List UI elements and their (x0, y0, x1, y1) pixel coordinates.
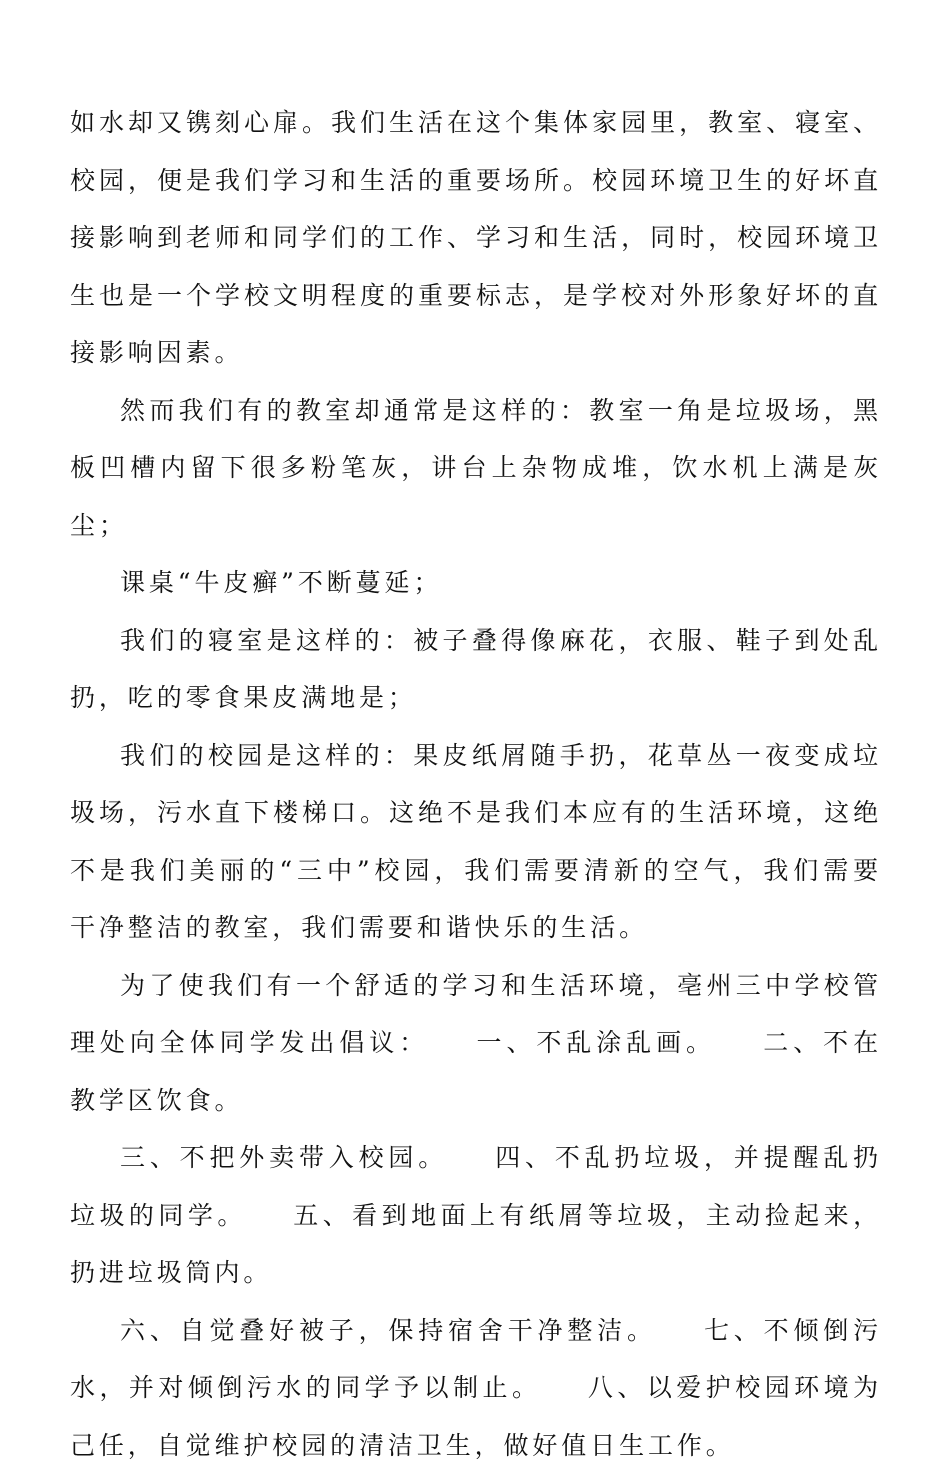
paragraph-proposal-items-a: 三、不把外卖带入校园。 四、不乱扔垃圾，并提醒乱扔垃圾的同学。 五、看到地面上有纸屑等垃圾，主动捡起来，扔进垃圾筒内。 (70, 1129, 882, 1302)
paragraph-campus: 我们的校园是这样的：果皮纸屑随手扔，花草丛一夜变成垃圾场，污水直下楼梯口。这绝不是我们本应有的生活环境，这绝不是我们美丽的“三中”校园，我们需要清新的空气，我们需要干净整洁的教室，我们需要和谐快乐的生活。 (70, 727, 882, 957)
document-body (70, 94, 882, 1474)
paragraph-continuation: 如水却又镌刻心扉。我们生活在这个集体家园里，教室、寝室、校园，便是我们学习和生活的重要场所。校园环境卫生的好坏直接影响到老师和同学们的工作、学习和生活，同时，校园环境卫生也是一个学校文明程度的重要标志，是学校对外形象好坏的直接影响因素。 (70, 94, 882, 382)
paragraph-desk: 课桌“牛皮癣”不断蔓延； (70, 554, 882, 612)
paragraph-classroom: 然而我们有的教室却通常是这样的：教室一角是垃圾场，黑板凹槽内留下很多粉笔灰，讲台上杂物成堆，饮水机上满是灰尘； (70, 382, 882, 555)
paragraph-proposal-intro: 为了使我们有一个舒适的学习和生活环境，亳州三中学校管理处向全体同学发出倡议： 一、不乱涂乱画。 二、不在教学区饮食。 (70, 957, 882, 1130)
paragraph-proposal-items-b: 六、自觉叠好被子，保持宿舍干净整洁。 七、不倾倒污水，并对倾倒污水的同学予以制止。 八、以爱护校园环境为己任，自觉维护校园的清洁卫生，做好值日生工作。 (70, 1302, 882, 1474)
paragraph-dormitory: 我们的寝室是这样的：被子叠得像麻花，衣服、鞋子到处乱扔，吃的零食果皮满地是； (70, 612, 882, 727)
